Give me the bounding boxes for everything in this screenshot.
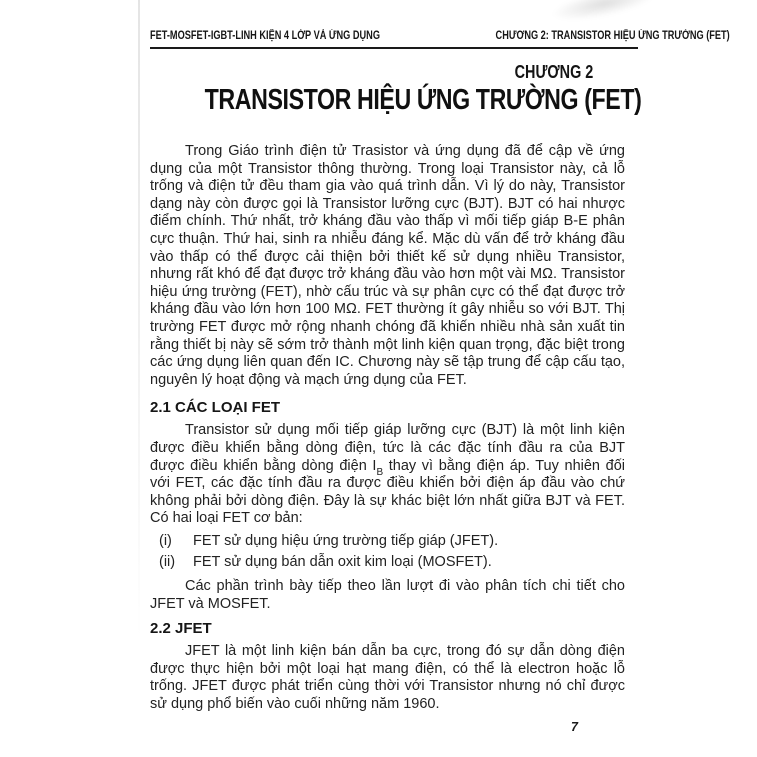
list-item	[150, 554, 625, 572]
chapter-label: CHƯƠNG 2	[514, 62, 593, 82]
fet-types-list	[150, 533, 625, 572]
section-2-1-heading: 2.1 CÁC LOẠI FET	[150, 399, 281, 417]
section-2-2-heading: 2.2 JFET	[150, 620, 212, 638]
section-2-1-paragraph	[150, 422, 625, 528]
list-item-marker: (i)	[159, 532, 172, 549]
list-item-text: FET sử dụng bán dẫn oxit kim loại (MOSFET).	[193, 554, 492, 571]
list-item-text: FET sử dụng hiệu ứng trường tiếp giáp (JFET).	[193, 532, 499, 549]
page-number: 7	[571, 720, 578, 734]
header-rule	[150, 47, 638, 49]
running-header-left-text: FET-MOSFET-IGBT-LINH KIỆN 4 LỚP VÀ ỨNG DỤNG	[150, 30, 380, 42]
current-ib-subscript: B	[376, 467, 384, 479]
list-item-marker: (ii)	[159, 554, 176, 571]
page-fold-scan-artifact	[138, 0, 140, 640]
running-header	[150, 30, 731, 42]
page-content	[150, 0, 731, 714]
running-header-right	[437, 30, 730, 42]
running-header-left	[150, 30, 437, 42]
list-item	[150, 533, 625, 551]
intro-paragraph: Trong Giáo trình điện tử Trasistor và ứng dụng đã để cập về ứng dụng của một Transistor thông thường. Trong loại Transistor này, cả lỗ trống và điện tử đều tham gia vào quá trình dẫn. Vì lý do này, Transistor dạng này còn được gọi là Transistor lưỡng cực (BJT). BJT có hai nhược điểm chính. Thứ nhất, trở kháng đầu vào thấp vì mối tiếp giáp B-E phân cực thuận. Thứ hai, sinh ra nhiễu đáng kể. Mặc dù vấn để trở kháng đầu vào thấp có thể được cải thiện bởi thiết kế sử dụng nhiều Transistor, nhưng rất khó để đạt được trở kháng đầu vào hơn một vài MΩ. Transistor hiệu ứng trường (FET), nhờ cấu trúc và sự phân cực có thể đạt được trở kháng đầu vào lớn hơn 100 MΩ. FET thường ít gây nhiễu so với BJT. Thị trường FET được mở rộng nhanh chóng đã khiến nhiều nhà sản xuất tin rằng thiết bị này sẽ sớm trở thành một linh kiện quan trọng, đặc biệt trong các ứng dụng liên quan đến IC. Chương này sẽ tập trung để cập cấu tạo, nguyên lý hoạt động và mạch ứng dụng của FET.	[150, 143, 625, 388]
chapter-title: TRANSISTOR HIỆU ỨNG TRƯỜNG (FET)	[204, 84, 642, 116]
section-2-2-paragraph: JFET là một linh kiện bán dẫn ba cực, trong đó sự dẫn dòng điện được thực hiện bởi một loại hạt mang điện, có thể là electron hoặc lỗ trống. JFET được phát triển cùng thời với Transistor nhưng nó chỉ được sử dụng phổ biến vào cuối những năm 1960.	[150, 643, 625, 713]
section-2-1-paragraph-pre: Transistor sử dụng mối tiếp giáp lưỡng cực (BJT) là một linh kiện được điều khiển bằng dòng điện, tức là các đặc tính đầu ra của BJT được điều khiển bằng dòng điện I	[150, 422, 625, 474]
running-header-right-text: CHƯƠNG 2: TRANSISTOR HIỆU ỨNG TRƯỜNG (FET)	[496, 30, 731, 42]
section-2-1-closing-paragraph: Các phần trình bày tiếp theo lần lượt đi vào phân tích chi tiết cho JFET và MOSFET.	[150, 578, 625, 612]
section-2-1-paragraph-post: thay vì bằng điện áp. Tuy nhiên đối với FET, các đặc tính đầu ra được điều khiển bởi điện áp đầu vào chứ không phải bởi dòng điện. Đây là sự khác biệt lớn nhất giữa BJT và FET. Có hai loại FET cơ bản:	[150, 457, 625, 527]
